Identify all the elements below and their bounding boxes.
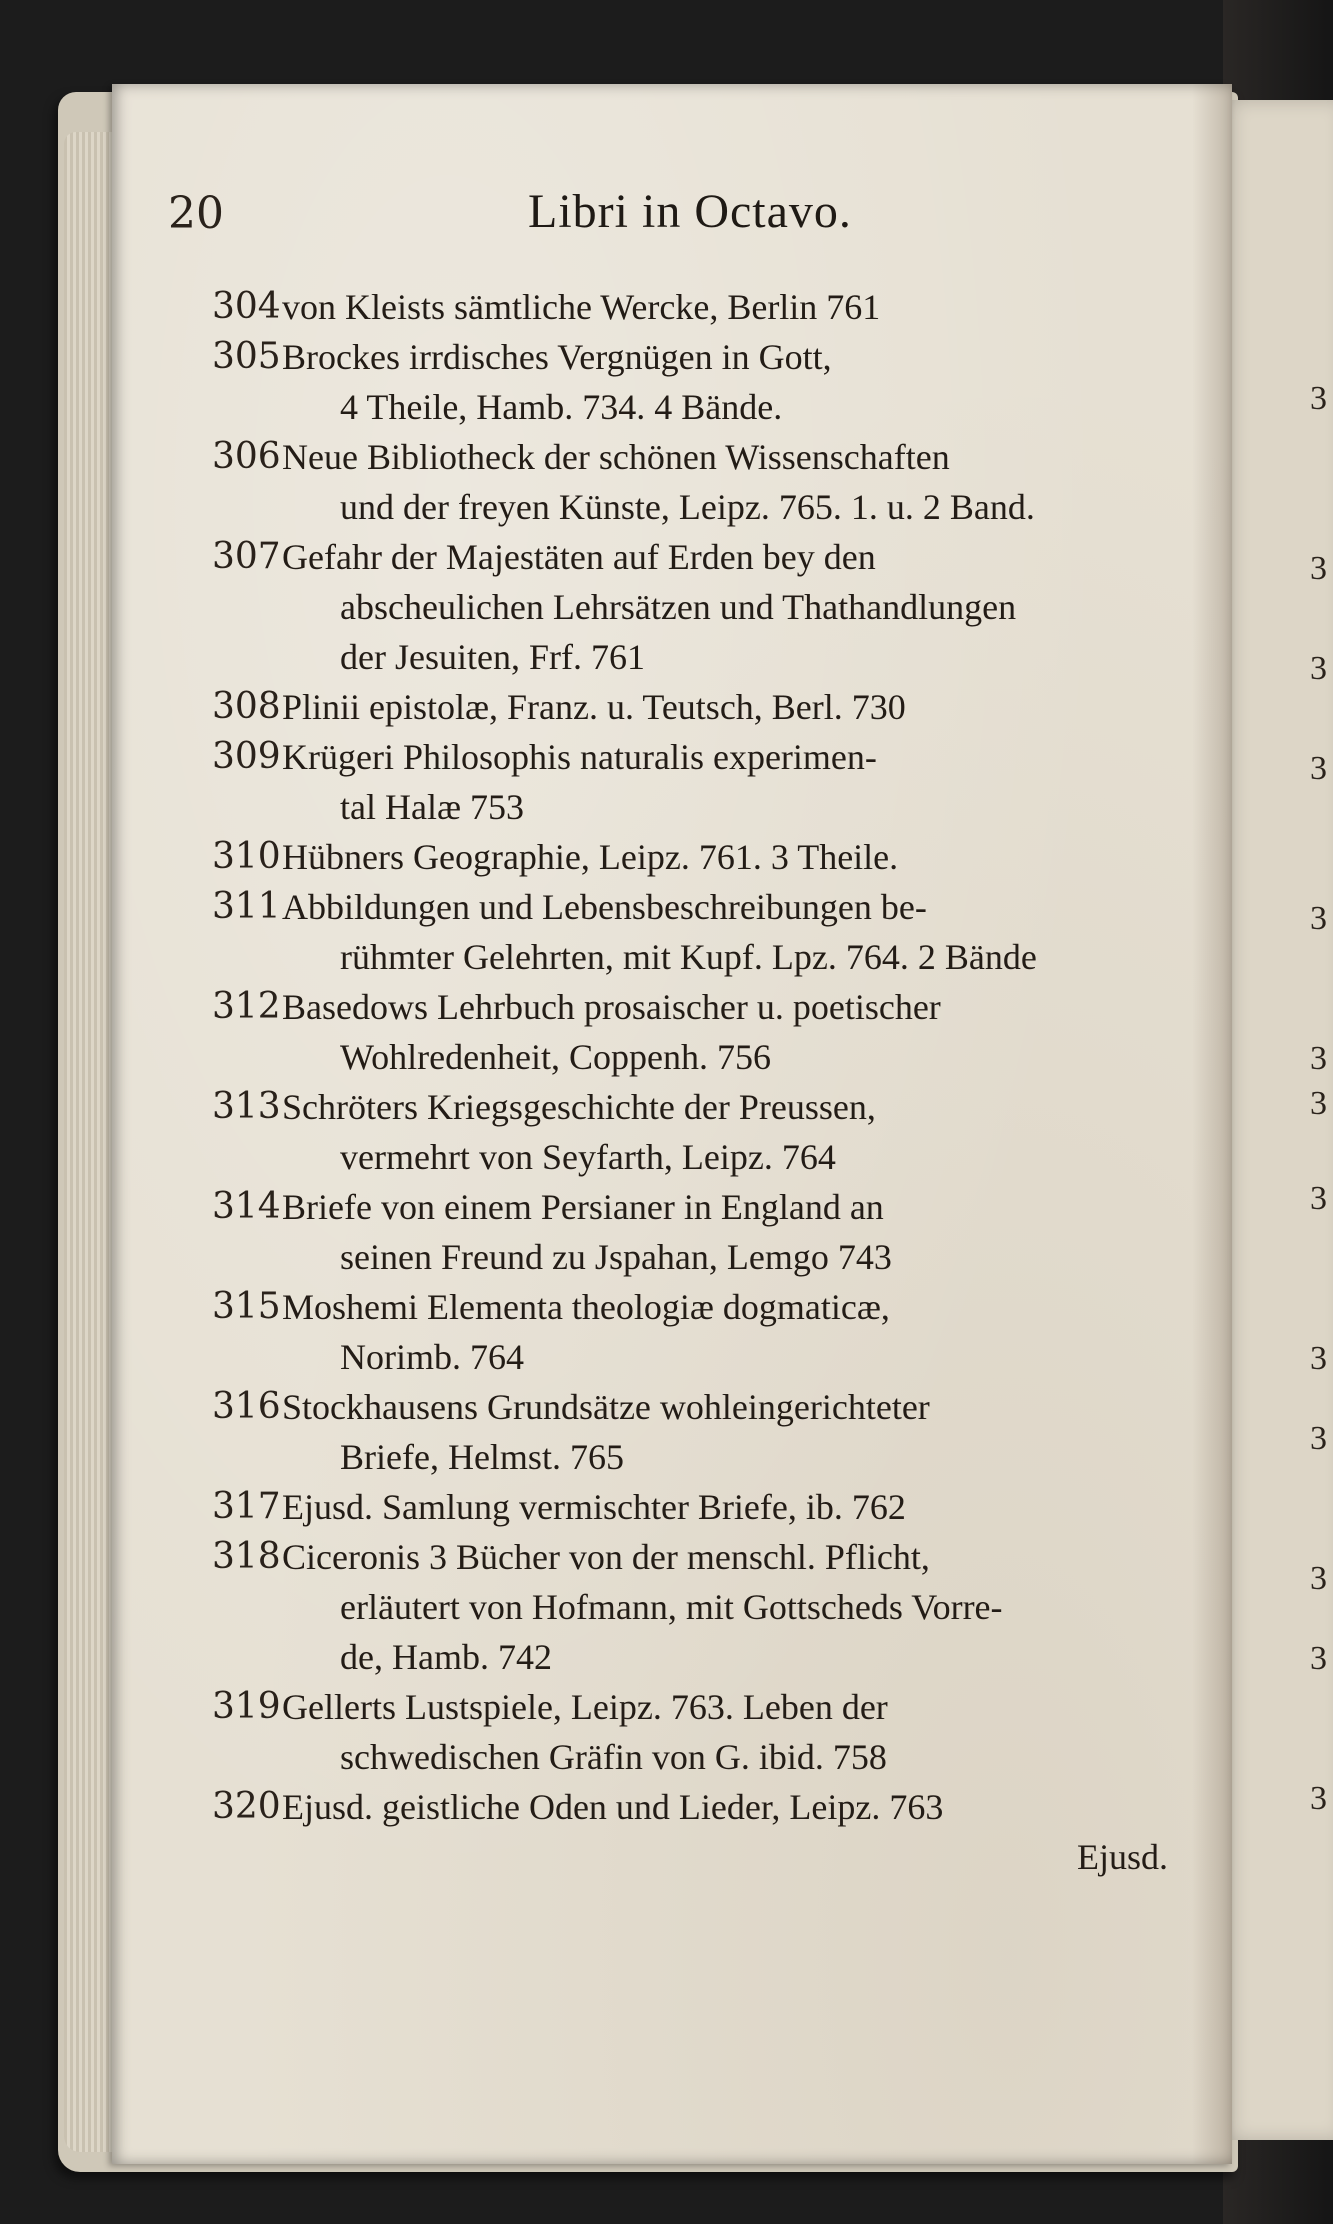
entry-line: Ejusd. geistliche Oden und Lieder, Leipz. 763 bbox=[282, 1787, 944, 1827]
catalog-entry bbox=[212, 532, 1180, 682]
entry-line: Abbildungen und Lebensbeschreibungen be- bbox=[282, 887, 927, 927]
entry-line: Neue Bibliotheck der schönen Wissenschaften bbox=[282, 437, 950, 477]
entry-line: 4 Theile, Hamb. 734. 4 Bände. bbox=[340, 387, 783, 427]
facing-page-number: 3 bbox=[1310, 380, 1327, 417]
entry-line: Ciceronis 3 Bücher von der menschl. Pflicht, bbox=[282, 1537, 930, 1577]
catalog-entry bbox=[212, 1682, 1180, 1782]
entry-number: 309 bbox=[212, 736, 281, 777]
entry-line: Wohlredenheit, Coppenh. 756 bbox=[340, 1037, 772, 1077]
entry-number: 306 bbox=[212, 436, 281, 477]
catalog-entries bbox=[212, 282, 1180, 1882]
facing-page-number: 3 bbox=[1310, 1340, 1327, 1377]
entry-line: vermehrt von Seyfarth, Leipz. 764 bbox=[340, 1137, 836, 1177]
entry-line: abscheulichen Lehrsätzen und Thathandlungen bbox=[340, 587, 1017, 627]
entry-line: Brockes irrdisches Vergnügen in Gott, bbox=[282, 337, 832, 377]
catalog-entry bbox=[212, 732, 1180, 832]
facing-page-number: 3 bbox=[1310, 1640, 1327, 1677]
entry-line: seinen Freund zu Jspahan, Lemgo 743 bbox=[340, 1237, 892, 1277]
running-title: Libri in Octavo. bbox=[528, 185, 852, 238]
facing-page-number: 3 bbox=[1310, 750, 1327, 787]
gutter-shadow bbox=[1192, 84, 1232, 2164]
catalog-entry bbox=[212, 1182, 1180, 1282]
catalog-entry bbox=[212, 882, 1180, 982]
entry-line: Gellerts Lustspiele, Leipz. 763. Leben der bbox=[282, 1687, 888, 1727]
entry-line: Schröters Kriegsgeschichte der Preussen, bbox=[282, 1087, 876, 1127]
facing-page-number: 3 bbox=[1310, 650, 1327, 687]
entry-number: 311 bbox=[212, 886, 281, 927]
facing-page-number: 3 bbox=[1310, 1085, 1327, 1122]
entry-number: 307 bbox=[212, 536, 281, 577]
entry-line: erläutert von Hofmann, mit Gottscheds Vorre- bbox=[340, 1587, 1003, 1627]
catalog-entry bbox=[212, 982, 1180, 1082]
entry-line: Hübners Geographie, Leipz. 761. 3 Theile. bbox=[282, 837, 899, 877]
facing-page-numbers bbox=[1310, 380, 1333, 1880]
facing-page-number: 3 bbox=[1310, 550, 1327, 587]
entry-line: der Jesuiten, Frf. 761 bbox=[340, 637, 645, 677]
entry-line: tal Halæ 753 bbox=[340, 787, 524, 827]
entry-line: Moshemi Elementa theologiæ dogmaticæ, bbox=[282, 1287, 890, 1327]
entry-line: Norimb. 764 bbox=[340, 1337, 524, 1377]
catchword: Ejusd. bbox=[1076, 1837, 1168, 1877]
page-number: 20 bbox=[168, 188, 224, 239]
facing-page-number: 3 bbox=[1310, 1040, 1327, 1077]
entry-number: 312 bbox=[212, 986, 281, 1027]
catalog-entry bbox=[212, 1382, 1180, 1482]
catalog-entry bbox=[212, 1282, 1180, 1382]
entry-line: Plinii epistolæ, Franz. u. Teutsch, Berl. 730 bbox=[282, 687, 906, 727]
entry-line: Briefe von einem Persianer in England an bbox=[282, 1187, 884, 1227]
entry-line: Gefahr der Majestäten auf Erden bey den bbox=[282, 537, 876, 577]
catalog-entry bbox=[212, 332, 1180, 432]
catalog-entry bbox=[212, 1532, 1180, 1682]
catalog-entry bbox=[212, 282, 1180, 332]
catalog-entry bbox=[212, 1082, 1180, 1182]
entry-number: 319 bbox=[212, 1686, 281, 1727]
entry-line: Briefe, Helmst. 765 bbox=[340, 1437, 624, 1477]
entry-line: Basedows Lehrbuch prosaischer u. poetischer bbox=[282, 987, 941, 1027]
entry-line: Ejusd. Samlung vermischter Briefe, ib. 762 bbox=[282, 1487, 906, 1527]
entry-line: von Kleists sämtliche Wercke, Berlin 761 bbox=[282, 287, 881, 327]
catalog-entry bbox=[212, 832, 1180, 882]
entry-number: 304 bbox=[212, 286, 281, 327]
catalog-entry bbox=[212, 1782, 1180, 1832]
catalog-entry bbox=[212, 1482, 1180, 1532]
facing-page-number: 3 bbox=[1310, 1780, 1327, 1817]
entry-number: 314 bbox=[212, 1186, 281, 1227]
entry-line: Krügeri Philosophis naturalis experimen- bbox=[282, 737, 877, 777]
facing-page-number: 3 bbox=[1310, 900, 1327, 937]
entry-number: 315 bbox=[212, 1286, 281, 1327]
entry-number: 317 bbox=[212, 1486, 281, 1527]
entry-number: 313 bbox=[212, 1086, 281, 1127]
entry-number: 305 bbox=[212, 336, 281, 377]
entry-line: de, Hamb. 742 bbox=[340, 1637, 552, 1677]
entry-line: und der freyen Künste, Leipz. 765. 1. u. 2 Band. bbox=[340, 487, 1035, 527]
entry-number: 308 bbox=[212, 686, 281, 727]
entry-number: 310 bbox=[212, 836, 281, 877]
entry-line: rühmter Gelehrten, mit Kupf. Lpz. 764. 2 Bände bbox=[340, 937, 1037, 977]
entry-number: 320 bbox=[212, 1786, 281, 1827]
catalog-entry bbox=[212, 682, 1180, 732]
page-header bbox=[168, 185, 928, 248]
entry-line: Stockhausens Grundsätze wohleingerichteter bbox=[282, 1387, 930, 1427]
entry-number: 316 bbox=[212, 1386, 281, 1427]
catalog-entry bbox=[212, 432, 1180, 532]
entry-number: 318 bbox=[212, 1536, 281, 1577]
facing-page-number: 3 bbox=[1310, 1560, 1327, 1597]
facing-page-number: 3 bbox=[1310, 1420, 1327, 1457]
facing-page-number: 3 bbox=[1310, 1180, 1327, 1217]
entry-line: schwedischen Gräfin von G. ibid. 758 bbox=[340, 1737, 887, 1777]
